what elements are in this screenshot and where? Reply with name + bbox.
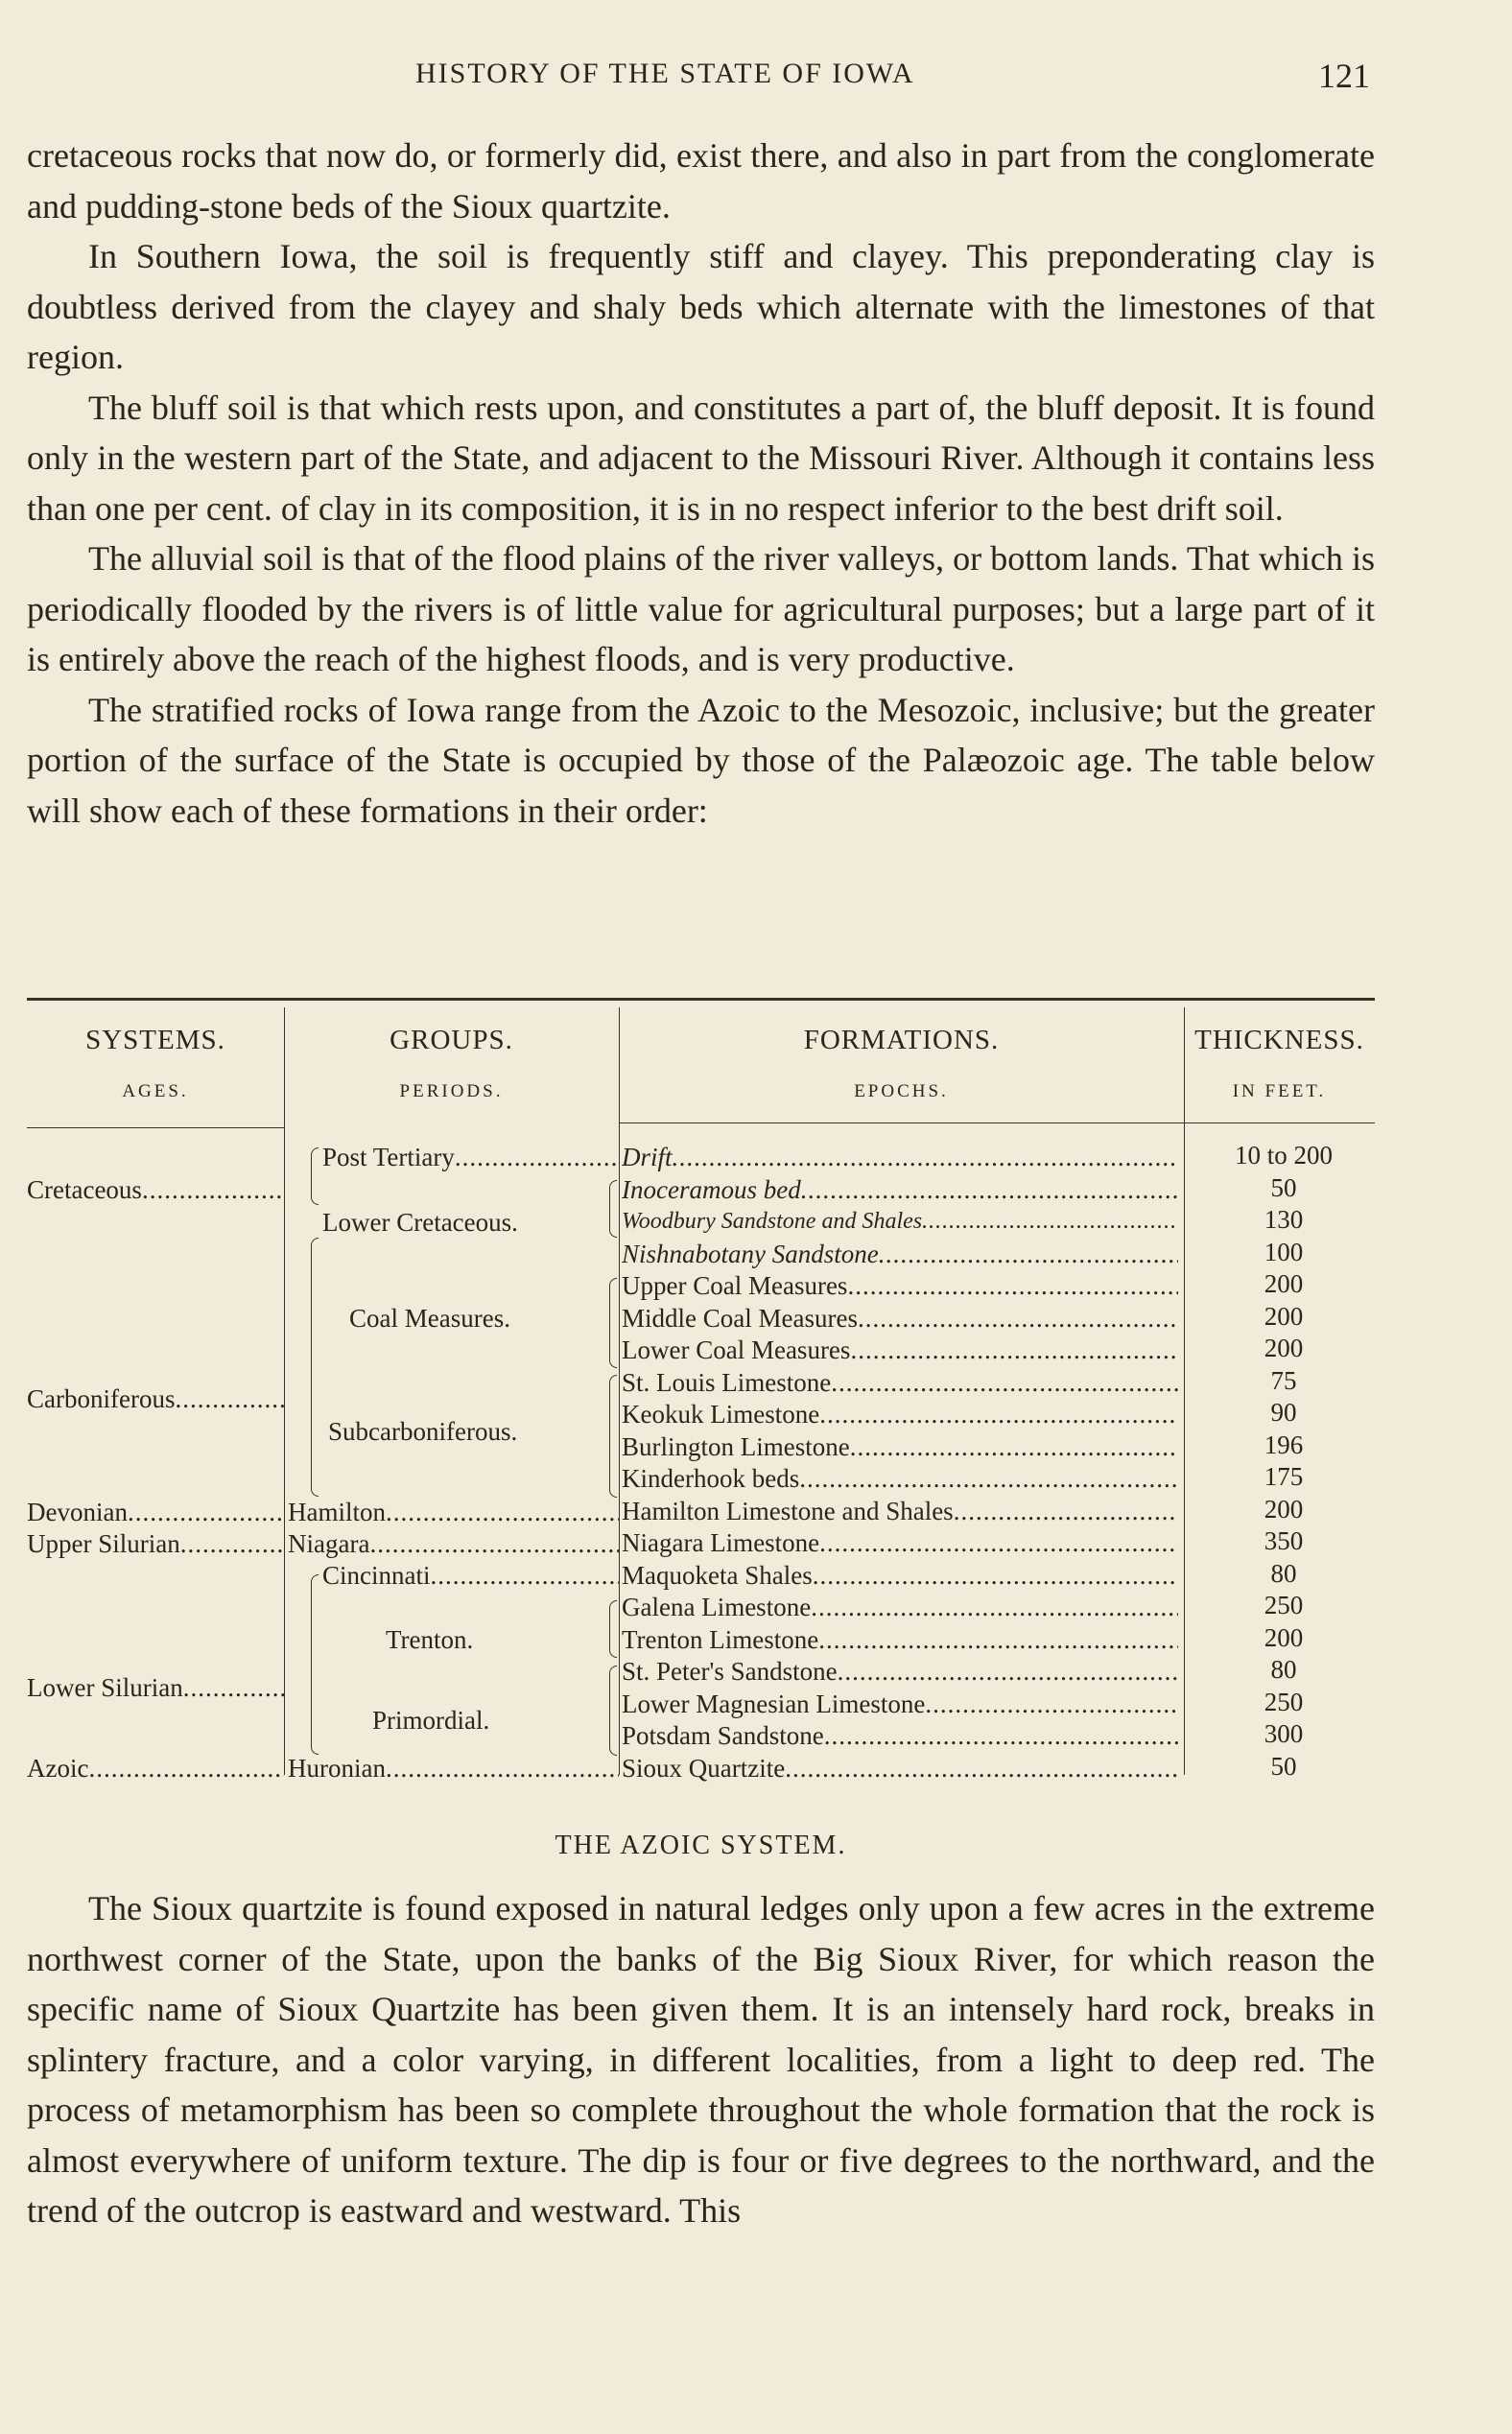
group-post-tertiary: Post Tertiary ..... — [322, 1142, 617, 1173]
thickness-value: 50 — [1270, 1752, 1297, 1781]
thickness-value: 90 — [1270, 1398, 1297, 1427]
formation-row: Galena Limestone ..... — [622, 1592, 1178, 1623]
formation-row: Potsdam Sandstone ..... — [622, 1720, 1178, 1752]
header-ages: AGES. — [122, 1081, 189, 1101]
system-lower-silurian: Lower Silurian ..... — [27, 1672, 284, 1704]
page-header — [27, 56, 1370, 104]
thickness-value: 250 — [1264, 1688, 1304, 1716]
thickness-value: 10 to 200 — [1234, 1141, 1333, 1170]
formation-row: Maquoketa Shales ..... — [622, 1560, 1178, 1592]
thickness-value: 50 — [1270, 1173, 1297, 1202]
formation-brace — [609, 1278, 617, 1368]
azoic-section-text — [27, 1883, 1375, 2236]
paragraph: In Southern Iowa, the soil is frequently stiff and clayey. This preponderating clay is doubtless derived from the clayey and shaly beds which alternate with the limestones of that region. — [27, 237, 1375, 376]
formation-row: Middle Coal Measures ..... — [622, 1303, 1178, 1335]
system-devonian: Devonian ..... — [27, 1497, 284, 1528]
thickness-value: 350 — [1264, 1526, 1304, 1555]
header-groups: GROUPS. — [390, 1025, 513, 1055]
formation-row: Lower Magnesian Limestone ..... — [622, 1689, 1178, 1720]
page-number: 121 — [1318, 57, 1370, 95]
thickness-value: 100 — [1264, 1238, 1304, 1266]
paragraph: cretaceous rocks that now do, or formerly did, exist there, and also in part from the conglomerate and pudding-stone beds of the Sioux quartzite. — [27, 136, 1375, 225]
header-thickness: THICKNESS. — [1194, 1025, 1364, 1055]
system-upper-silurian: Upper Silurian ..... — [27, 1528, 284, 1560]
formation-row: Woodbury Sandstone and Shales ..... — [622, 1206, 1178, 1238]
thickness-value: 200 — [1264, 1334, 1304, 1362]
group-brace — [311, 1238, 319, 1497]
formation-brace — [609, 1666, 617, 1756]
system-carboniferous: Carboniferous ..... — [27, 1383, 284, 1415]
table-top-rule — [27, 998, 1375, 1001]
thickness-value: 200 — [1264, 1269, 1304, 1298]
thickness-value: 300 — [1264, 1719, 1304, 1748]
group-cincinnati: Cincinnati ..... — [322, 1560, 619, 1592]
paragraph: The alluvial soil is that of the flood plains of the river valleys, or bottom lands. That which is periodically flooded by the rivers is of little value for agricultural purposes; but a large part of it is entirely above the reach of the highest floods, and is very productive. — [27, 539, 1375, 678]
formation-brace — [609, 1375, 617, 1498]
system-azoic: Azoic ..... — [27, 1753, 284, 1784]
header-periods: PERIODS. — [399, 1081, 504, 1101]
formation-brace — [609, 1180, 617, 1238]
thickness-value: 175 — [1264, 1462, 1304, 1491]
paragraph: The bluff soil is that which rests upon, and constitutes a part of, the bluff deposit. It is found only in the western part of the State, and adjacent to the Missouri River. Although it contains less than one per cent. of clay in its composition, it is in no respect inferior to the best drift soil. — [27, 388, 1375, 528]
system-cretaceous: Cretaceous ..... — [27, 1174, 284, 1206]
column-rule — [284, 1007, 285, 1775]
group-coal-measures: Coal Measures. — [349, 1304, 510, 1333]
thickness-value: 80 — [1270, 1559, 1297, 1588]
formation-row: St. Louis Limestone ..... — [622, 1367, 1178, 1399]
thickness-value: 75 — [1270, 1366, 1297, 1395]
thickness-value: 200 — [1264, 1623, 1304, 1652]
thickness-value: 130 — [1264, 1205, 1304, 1234]
header-rule — [1184, 1122, 1375, 1123]
header-formations: FORMATIONS. — [803, 1025, 1000, 1055]
group-niagara: Niagara ..... — [288, 1528, 619, 1560]
thickness-value: 200 — [1264, 1302, 1304, 1331]
group-hamilton: Hamilton ..... — [288, 1497, 619, 1528]
formation-row: Niagara Limestone ..... — [622, 1527, 1178, 1559]
formation-row: Trenton Limestone ..... — [622, 1624, 1178, 1656]
group-primordial: Primordial. — [372, 1706, 490, 1735]
group-trenton: Trenton. — [386, 1625, 474, 1654]
formation-row: Upper Coal Measures ..... — [622, 1270, 1178, 1302]
formation-row: Hamilton Limestone and Shales ..... — [622, 1496, 1178, 1527]
formation-row: Nishnabotany Sandstone ..... — [622, 1239, 1178, 1270]
thickness-value: 250 — [1264, 1591, 1304, 1619]
running-title: HISTORY OF THE STATE OF IOWA — [415, 58, 915, 89]
thickness-value: 200 — [1264, 1495, 1304, 1524]
header-rule — [619, 1122, 1184, 1123]
formation-row: Drift ..... — [622, 1142, 1178, 1173]
thickness-value: 196 — [1264, 1430, 1304, 1459]
paragraph: The Sioux quartzite is found exposed in natural ledges only upon a few acres in the extreme northwest corner of the State, upon the banks of the Big Sioux River, for which reason the specific name of Sioux Quartzite has been given them. It is an intensely hard rock, breaks in splintery fracture, and a color varying, in different localities, from a light to deep red. The process of metamorphism has been so complete throughout the whole formation that the rock is almost everywhere of uniform texture. The dip is four or five degrees to the northward, and the trend of the outcrop is eastward and westward. This — [27, 1889, 1375, 2230]
group-brace — [311, 1574, 319, 1755]
formation-row: Inoceramous bed ..... — [622, 1174, 1178, 1206]
section-heading: THE AZOIC SYSTEM. — [555, 1831, 847, 1860]
formation-row: Lower Coal Measures ..... — [622, 1335, 1178, 1366]
header-systems: SYSTEMS. — [85, 1025, 225, 1055]
group-huronian: Huronian ..... — [288, 1753, 619, 1784]
thickness-value: 80 — [1270, 1655, 1297, 1684]
geologic-formations-table — [27, 998, 1375, 1783]
header-epochs: EPOCHS. — [854, 1081, 949, 1101]
group-lower-cretaceous: Lower Cretaceous. — [322, 1208, 518, 1237]
header-rule — [27, 1127, 284, 1128]
header-in-feet: IN FEET. — [1232, 1081, 1327, 1101]
formation-row: St. Peter's Sandstone ..... — [622, 1656, 1178, 1688]
formation-row: Burlington Limestone ..... — [622, 1431, 1178, 1463]
formation-row: Sioux Quartzite ..... — [622, 1753, 1178, 1784]
formation-brace — [609, 1600, 617, 1658]
intro-text — [27, 130, 1375, 836]
paragraph: The stratified rocks of Iowa range from the Azoic to the Mesozoic, inclusive; but the greater portion of the surface of the State is occupied by those of the Palæozoic age. The table below will show each of these formations in their order: — [27, 690, 1375, 830]
formation-row: Keokuk Limestone ..... — [622, 1399, 1178, 1430]
formation-row: Kinderhook beds ..... — [622, 1463, 1178, 1495]
group-brace — [311, 1147, 319, 1205]
group-subcarboniferous: Subcarboniferous. — [328, 1417, 518, 1446]
